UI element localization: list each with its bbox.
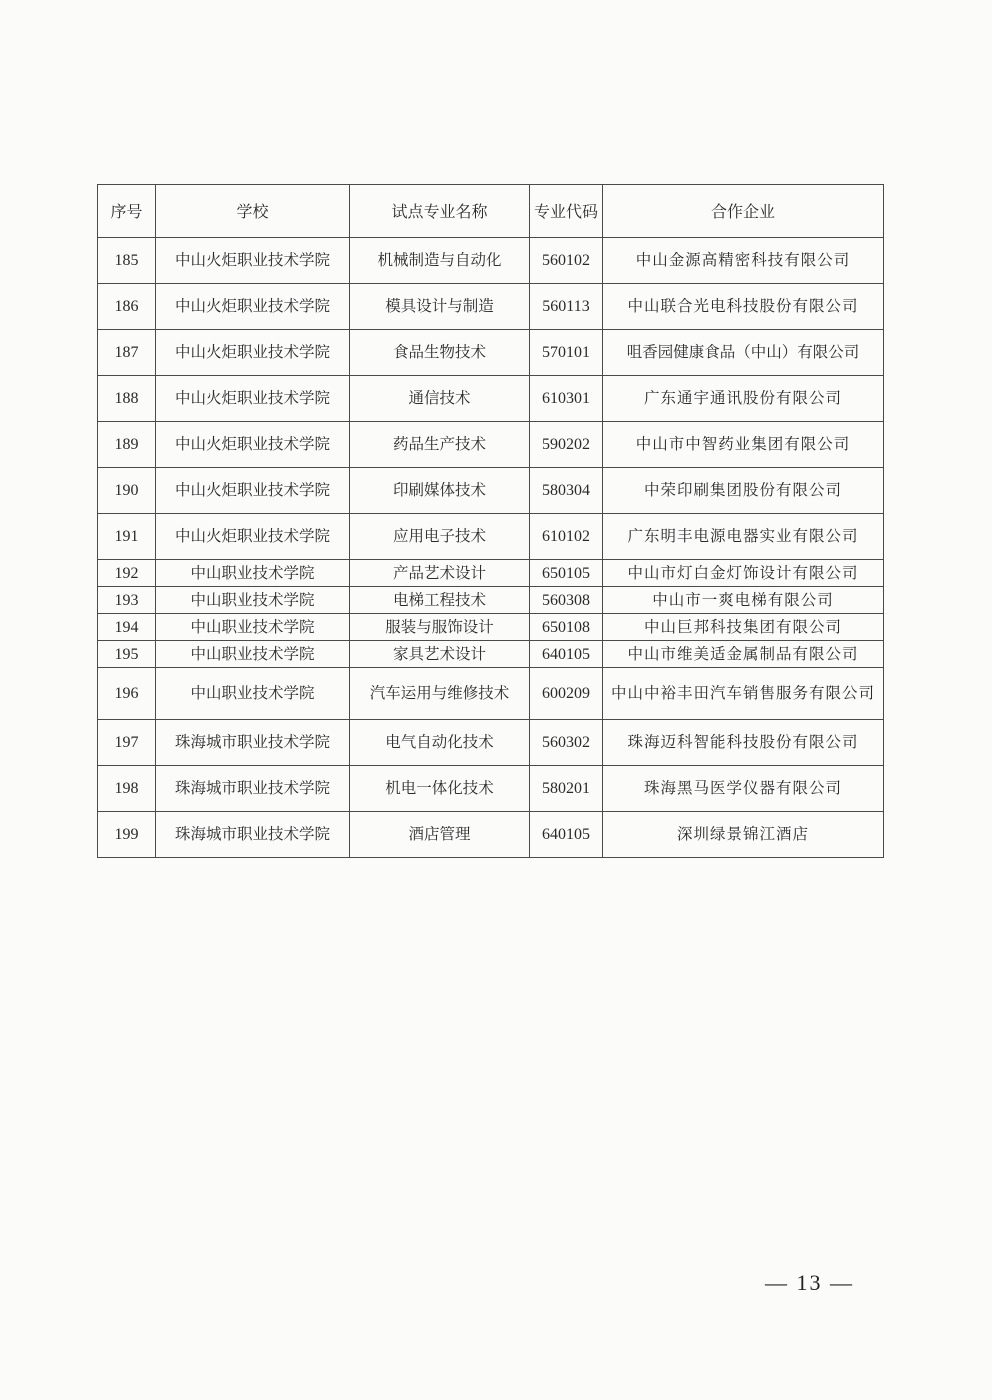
cell-company: 中山联合光电科技股份有限公司: [603, 284, 884, 330]
page-number: — 13 —: [765, 1270, 854, 1295]
table-row: [98, 330, 884, 376]
table-row: [98, 641, 884, 668]
cell-no: 191: [98, 514, 156, 560]
cell-no: 187: [98, 330, 156, 376]
table-row: [98, 238, 884, 284]
cell-code: 580304: [530, 468, 603, 514]
cell-major: 应用电子技术: [350, 514, 530, 560]
cell-company: 中荣印刷集团股份有限公司: [603, 468, 884, 514]
cell-company: 珠海黑马医学仪器有限公司: [603, 766, 884, 812]
cell-company: 中山巨邦科技集团有限公司: [603, 614, 884, 641]
cell-no: 186: [98, 284, 156, 330]
cell-major: 家具艺术设计: [350, 641, 530, 668]
cell-no: 190: [98, 468, 156, 514]
cell-school: 中山职业技术学院: [156, 587, 350, 614]
table-row: [98, 560, 884, 587]
table-row: [98, 812, 884, 858]
cell-company: 广东通宇通讯股份有限公司: [603, 376, 884, 422]
header-no: 序号: [98, 185, 156, 238]
cell-major: 印刷媒体技术: [350, 468, 530, 514]
cell-code: 610102: [530, 514, 603, 560]
cell-major: 药品生产技术: [350, 422, 530, 468]
cell-school: 珠海城市职业技术学院: [156, 766, 350, 812]
cell-company: 广东明丰电源电器实业有限公司: [603, 514, 884, 560]
cell-school: 珠海城市职业技术学院: [156, 812, 350, 858]
table-row: [98, 668, 884, 720]
cell-major: 汽车运用与维修技术: [350, 668, 530, 720]
cell-major: 通信技术: [350, 376, 530, 422]
cell-no: 196: [98, 668, 156, 720]
cell-company: 中山市维美适金属制品有限公司: [603, 641, 884, 668]
cell-no: 193: [98, 587, 156, 614]
cell-code: 570101: [530, 330, 603, 376]
cell-code: 650108: [530, 614, 603, 641]
header-school: 学校: [156, 185, 350, 238]
table-row: [98, 587, 884, 614]
header-company: 合作企业: [603, 185, 884, 238]
cell-company: 中山金源高精密科技有限公司: [603, 238, 884, 284]
cell-no: 192: [98, 560, 156, 587]
cell-school: 中山火炬职业技术学院: [156, 284, 350, 330]
cell-company: 中山中裕丰田汽车销售服务有限公司: [603, 668, 884, 720]
table-row: [98, 376, 884, 422]
cell-code: 560102: [530, 238, 603, 284]
cell-company: 咀香园健康食品（中山）有限公司: [603, 330, 884, 376]
pilot-program-table: [97, 184, 884, 858]
cell-company: 深圳绿景锦江酒店: [603, 812, 884, 858]
cell-code: 560308: [530, 587, 603, 614]
cell-no: 189: [98, 422, 156, 468]
cell-major: 酒店管理: [350, 812, 530, 858]
cell-company: 珠海迈科智能科技股份有限公司: [603, 720, 884, 766]
cell-company: 中山市灯白金灯饰设计有限公司: [603, 560, 884, 587]
cell-company: 中山市一爽电梯有限公司: [603, 587, 884, 614]
table-row: [98, 514, 884, 560]
cell-code: 600209: [530, 668, 603, 720]
cell-school: 中山火炬职业技术学院: [156, 238, 350, 284]
header-major: 试点专业名称: [350, 185, 530, 238]
cell-major: 电气自动化技术: [350, 720, 530, 766]
table-header-row: [98, 185, 884, 238]
cell-code: 610301: [530, 376, 603, 422]
cell-code: 560302: [530, 720, 603, 766]
table-row: [98, 766, 884, 812]
cell-school: 中山火炬职业技术学院: [156, 514, 350, 560]
cell-school: 中山职业技术学院: [156, 668, 350, 720]
cell-major: 服装与服饰设计: [350, 614, 530, 641]
cell-code: 580201: [530, 766, 603, 812]
cell-major: 模具设计与制造: [350, 284, 530, 330]
table-row: [98, 720, 884, 766]
header-code: 专业代码: [530, 185, 603, 238]
cell-no: 185: [98, 238, 156, 284]
cell-no: 199: [98, 812, 156, 858]
cell-major: 食品生物技术: [350, 330, 530, 376]
cell-no: 195: [98, 641, 156, 668]
cell-major: 机械制造与自动化: [350, 238, 530, 284]
cell-school: 中山火炬职业技术学院: [156, 422, 350, 468]
cell-school: 中山火炬职业技术学院: [156, 468, 350, 514]
table-row: [98, 468, 884, 514]
cell-school: 中山职业技术学院: [156, 614, 350, 641]
cell-school: 中山职业技术学院: [156, 641, 350, 668]
cell-code: 640105: [530, 812, 603, 858]
table-row: [98, 284, 884, 330]
cell-major: 电梯工程技术: [350, 587, 530, 614]
cell-major: 产品艺术设计: [350, 560, 530, 587]
cell-no: 197: [98, 720, 156, 766]
cell-code: 590202: [530, 422, 603, 468]
table-row: [98, 422, 884, 468]
cell-code: 560113: [530, 284, 603, 330]
cell-no: 198: [98, 766, 156, 812]
cell-no: 188: [98, 376, 156, 422]
cell-school: 中山火炬职业技术学院: [156, 330, 350, 376]
cell-company: 中山市中智药业集团有限公司: [603, 422, 884, 468]
cell-no: 194: [98, 614, 156, 641]
cell-code: 650105: [530, 560, 603, 587]
cell-school: 中山火炬职业技术学院: [156, 376, 350, 422]
cell-major: 机电一体化技术: [350, 766, 530, 812]
cell-school: 中山职业技术学院: [156, 560, 350, 587]
table-row: [98, 614, 884, 641]
cell-code: 640105: [530, 641, 603, 668]
cell-school: 珠海城市职业技术学院: [156, 720, 350, 766]
